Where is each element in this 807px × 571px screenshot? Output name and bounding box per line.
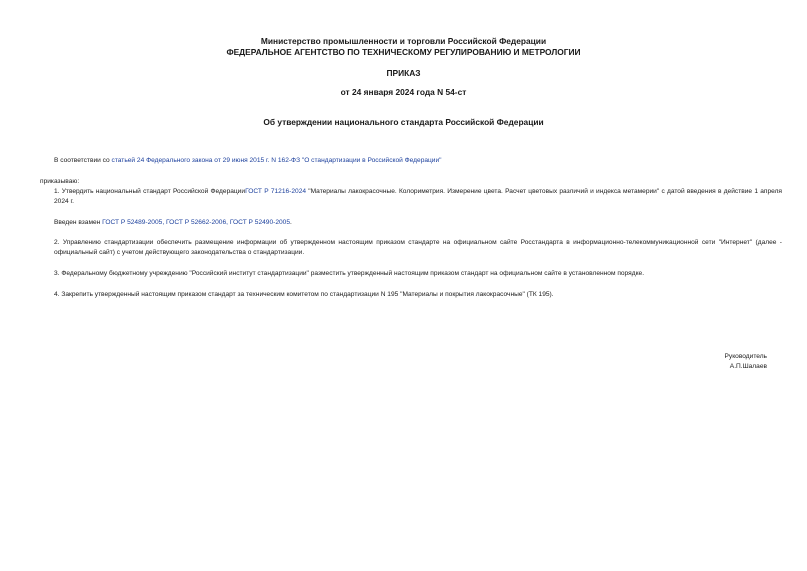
replacement-suffix: .: [290, 219, 292, 226]
item-4-paragraph: 4. Закрепить утвержденный настоящим приказом стандарт за техническим комитетом по стандартизации N 195 "Материалы и покрытия лакокрасочные" (ТК 195).: [54, 291, 554, 298]
agency-name: ФЕДЕРАЛЬНОЕ АГЕНТСТВО ПО ТЕХНИЧЕСКОМУ РЕГУЛИРОВАНИЮ И МЕТРОЛОГИИ: [226, 47, 581, 57]
replacement-separator: ,: [162, 219, 166, 226]
ministry-name: Министерство промышленности и торговли Российской Федерации: [260, 36, 547, 46]
item-1-prefix: 1. Утвердить национальный стандарт Российской Федерации: [54, 188, 246, 195]
item-1-paragraph: [40, 187, 782, 207]
signature-name: А.П.Шалаев: [729, 363, 767, 370]
order-word: приказываю:: [40, 178, 80, 185]
replacement-separator: ,: [226, 219, 230, 226]
document-subject: Об утверждении национального стандарта Российской Федерации: [263, 117, 544, 127]
gost-71216-link[interactable]: ГОСТ Р 71216-2024: [245, 188, 307, 195]
gost-52662-link[interactable]: ГОСТ Р 52662-2006: [165, 219, 227, 226]
replacement-prefix: Введен взамен: [54, 219, 103, 226]
intro-prefix: В соответствии со: [54, 157, 112, 164]
document-date-number: от 24 января 2024 года N 54-ст: [340, 87, 467, 97]
intro-paragraph: [40, 156, 782, 166]
gost-52489-link[interactable]: ГОСТ Р 52489-2005: [102, 219, 163, 226]
signature-title: Руководитель: [724, 353, 767, 360]
federal-law-link[interactable]: статьей 24 Федерального закона от 29 июня 2015 г. N 162-ФЗ "О стандартизации в Российской Федерации": [111, 157, 442, 164]
gost-52490-link[interactable]: ГОСТ Р 52490-2005: [229, 219, 290, 226]
replacement-paragraph: [40, 218, 782, 228]
item-1-suffix: "Материалы лакокрасочные. Колориметрия. Измерение цвета. Расчет цветовых различий и индекса метамерии" с датой введения в действие 1 апреля 2024 г.: [54, 188, 782, 205]
document-type: ПРИКАЗ: [386, 68, 421, 78]
item-3-paragraph: 3. Федеральному бюджетному учреждению "Российский институт стандартизации" разместить утвержденный настоящим приказом стандарт на официальном сайте в установленном порядке.: [54, 270, 645, 277]
item-2-paragraph: 2. Управлению стандартизации обеспечить размещение информации об утвержденном настоящим приказом стандарте на официальном сайте Росстандарта в информационно-телекоммуникационной сети "Интернет" (далее - официальный сайт) с учетом действующего законодательства о стандартизации.: [54, 239, 782, 256]
